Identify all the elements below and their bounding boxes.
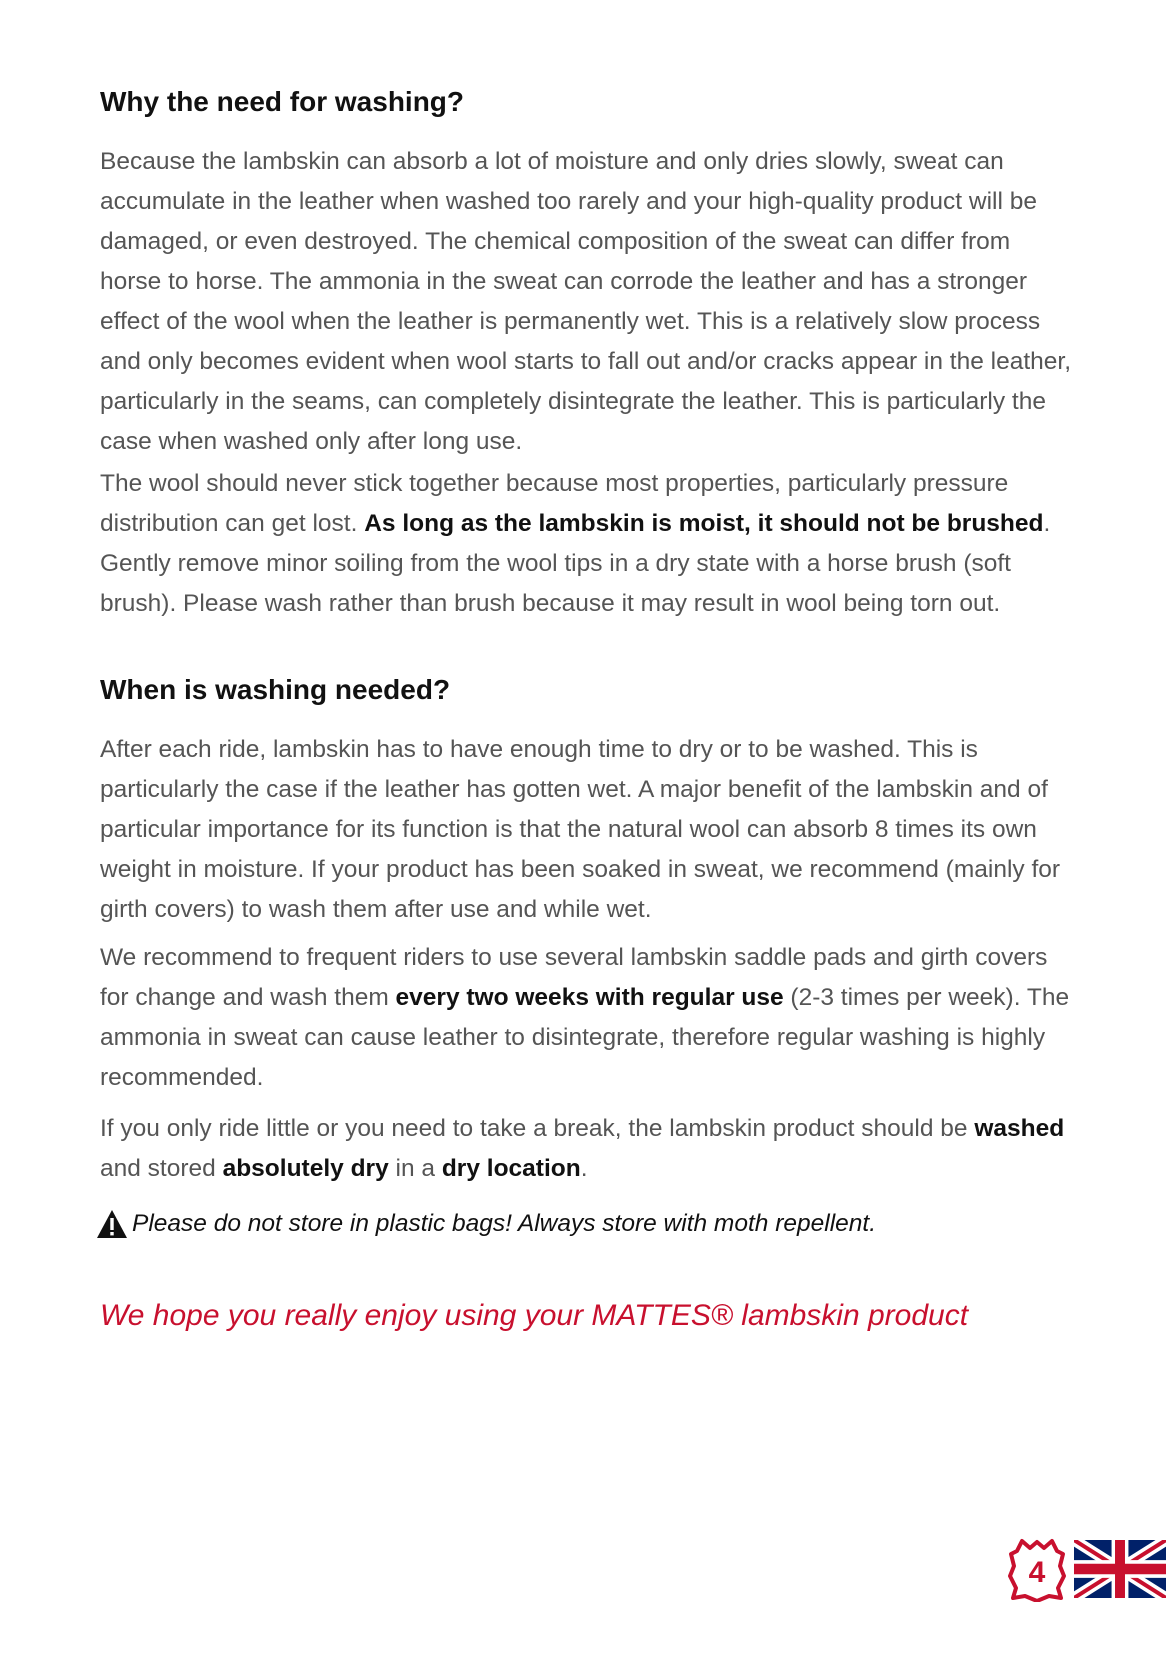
page-number: 4: [1028, 1556, 1046, 1589]
paragraph-when-2: [100, 938, 1075, 1098]
leather-hide-icon: [1008, 1538, 1066, 1607]
emphasis-dry-location: dry location: [441, 1155, 581, 1182]
emphasis-absolutely-dry: absolutely dry: [222, 1155, 389, 1182]
paragraph-when-3: [100, 1109, 1075, 1189]
text-segment: . Gently remove minor soiling from the wool tips in a dry state with a horse brush (soft brush). Please wash rather than brush because it may result in wool being torn out.: [100, 510, 1051, 617]
text-segment: If you only ride little or you need to take a break, the lambskin product should be: [100, 1115, 975, 1142]
warning-text: Please do not store in plastic bags! Always store with moth repellent.: [132, 1210, 876, 1237]
warning-triangle-icon: [96, 1209, 128, 1239]
paragraph-why-2: [100, 464, 1075, 624]
warning-note: [96, 1204, 876, 1244]
text-segment: The wool should never stick together because most properties, particularly pressure distribution can get lost.: [100, 470, 1009, 537]
text-segment: .: [580, 1155, 588, 1182]
paragraph-when-1: After each ride, lambskin has to have enough time to dry or to be washed. This is particularly the case if the leather has gotten wet. A major benefit of the lambskin and of particular importance for its function is that the natural wool can absorb 8 times its own weight in moisture. If your product has been soaked in sweat, we recommend (mainly for girth covers) to wash them after use and while wet.: [100, 736, 1061, 923]
text-segment: We recommend to frequent riders to use several lambskin saddle pads and girth covers for change and wash them: [100, 944, 1048, 1011]
emphasis-every-two-weeks: every two weeks with regular use: [395, 984, 784, 1011]
heading-when-washing: When is washing needed?: [100, 674, 451, 705]
emphasis-no-brushing: As long as the lambskin is moist, it should not be brushed: [364, 510, 1044, 537]
uk-flag-icon: [1074, 1540, 1166, 1603]
text-segment: and stored: [100, 1155, 223, 1182]
closing-message: We hope you really enjoy using your MATTES® lambskin product: [100, 1299, 969, 1332]
heading-why-washing: Why the need for washing?: [100, 86, 465, 117]
paragraph-why-1: Because the lambskin can absorb a lot of moisture and only dries slowly, sweat can accumulate in the leather when washed too rarely and your high-quality product will be damaged, or even destroyed. The chemical composition of the sweat can differ from horse to horse. The ammonia in the sweat can corrode the leather and has a stronger effect of the wool when the leather is permanently wet. This is a relatively slow process and only becomes evident when wool starts to fall out and/or cracks appear in the leather, particularly in the seams, can completely disintegrate the leather. This is particularly the case when washed only after long use.: [100, 148, 1072, 455]
text-segment: in a: [388, 1155, 442, 1182]
emphasis-washed: washed: [974, 1115, 1065, 1142]
text-segment: (2-3 times per week). The ammonia in sweat can cause leather to disintegrate, therefore regular washing is highly recommended.: [100, 984, 1070, 1091]
